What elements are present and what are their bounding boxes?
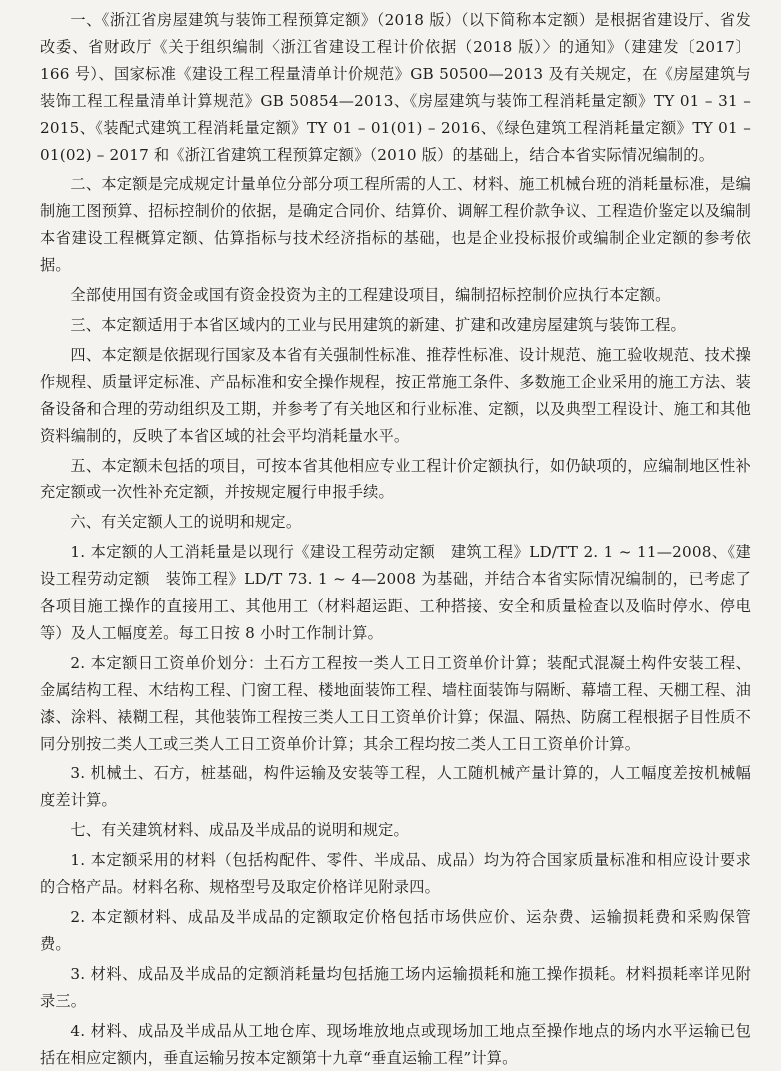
paragraph-7-2: 2. 本定额材料、成品及半成品的定额取定价格包括市场供应价、运杂费、运输损耗费和采购保管费。 <box>40 908 751 953</box>
paragraph-5: 四、本定额是依据现行国家及本省有关强制性标准、推荐性标准、设计规范、施工验收规范、技术操作规程、质量评定标准、产品标准和安全操作规程，按正常施工条件、多数施工企业采用的施工方法、装备设备和合理的劳动组织及工期，并参考了有关地区和行业标准、定额，以及典型工程设计、施工和其他资料编制的，反映了本省区域的社会平均消耗量水平。 <box>40 345 751 445</box>
section-heading-6: 六、有关定额人工的说明和规定。 <box>70 513 302 532</box>
paragraph-1: 一、《浙江省房屋建筑与装饰工程预算定额》（2018 版）（以下简称本定额）是根据省建设厅、省发改委、省财政厅《关于组织编制〈浙江省建设工程计价依据（2018 版）〉的通知》（建建发〔2017〕166 号）、国家标准《建设工程工程量清单计价规范》GB 50500—2013 及有关规定，在《房屋建筑与装饰工程工程量清单计算规范》GB 50854—2013、《房屋建筑与装饰工程消耗量定额》TY 01 – 31 – 2015、《装配式建筑工程消耗量定额》TY 01 – 01(01) – 2016、《绿色建筑工程消耗量定额》TY 01 – 01(02) – 2017 和《浙江省建筑工程预算定额》（2010 版）的基础上，结合本省实际情况编制的。 <box>40 11 751 164</box>
paragraph-7-1: 1. 本定额采用的材料（包括构配件、零件、半成品、成品）均为符合国家质量标准和相应设计要求的合格产品。材料名称、规格型号及取定价格详见附录四。 <box>40 851 751 897</box>
paragraph-2: 二、本定额是完成规定计量单位分部分项工程所需的人工、材料、施工机械台班的消耗量标准，是编制施工图预算、招标控制价的依据，是确定合同价、结算价、调解工程价款争议、工程造价鉴定以及编制本省建设工程概算定额、估算指标与技术经济指标的基础，也是企业投标报价或编制企业定额的参考依据。 <box>40 175 751 275</box>
paragraph-6-1: 1. 本定额的人工消耗量是以现行《建设工程劳动定额 建筑工程》LD/TT 2. 1 ~ 11—2008、《建设工程劳动定额 装饰工程》LD/T 73. 1 ~ 4—2008 为基础，并结合本省实际情况编制的，已考虑了各项目施工操作的直接用工、其他用工（材料超运距、工种搭接、安全和质量检查以及临时停水、停电等）及人工幅度差。每工日按 8 小时工作制计算。 <box>40 543 751 642</box>
paragraph-6: 五、本定额未包括的项目，可按本省其他相应专业工程计价定额执行，如仍缺项的，应编制地区性补充定额或一次性补充定额，并按规定履行申报手续。 <box>40 456 751 502</box>
paragraph-6-3: 3. 机械土、石方，桩基础，构件运输及安装等工程，人工随机械产量计算的，人工幅度差按机械幅度差计算。 <box>40 764 751 810</box>
paragraph-7-3: 3. 材料、成品及半成品的定额消耗量均包括施工场内运输损耗和施工操作损耗。材料损耗率详见附录三。 <box>40 964 751 1010</box>
paragraph-6-2: 2. 本定额日工资单价划分：土石方工程按一类人工日工资单价计算；装配式混凝土构件安装工程、金属结构工程、木结构工程、门窗工程、楼地面装饰工程、墙柱面装饰与隔断、幕墙工程、天棚工程、油漆、涂料、裱糊工程，其他装饰工程按三类人工日工资单价计算；保温、隔热、防腐工程根据子目性质不同分别按二类人工或三类人工日工资单价计算；其余工程均按二类人工日工资单价计算。 <box>40 653 751 753</box>
paragraph-4: 三、本定额适用于本省区域内的工业与民用建筑的新建、扩建和改建房屋建筑与装饰工程。 <box>70 315 686 334</box>
paragraph-7-4: 4. 材料、成品及半成品从工地仓库、现场堆放地点或现场加工地点至操作地点的场内水平运输已包括在相应定额内，垂直运输另按本定额第十九章“垂直运输工程”计算。 <box>40 1021 751 1067</box>
paragraph-3: 全部使用国有资金或国有资金投资为主的工程建设项目，编制招标控制价应执行本定额。 <box>70 286 671 305</box>
section-heading-7: 七、有关建筑材料、成品及半成品的说明和规定。 <box>70 821 409 840</box>
